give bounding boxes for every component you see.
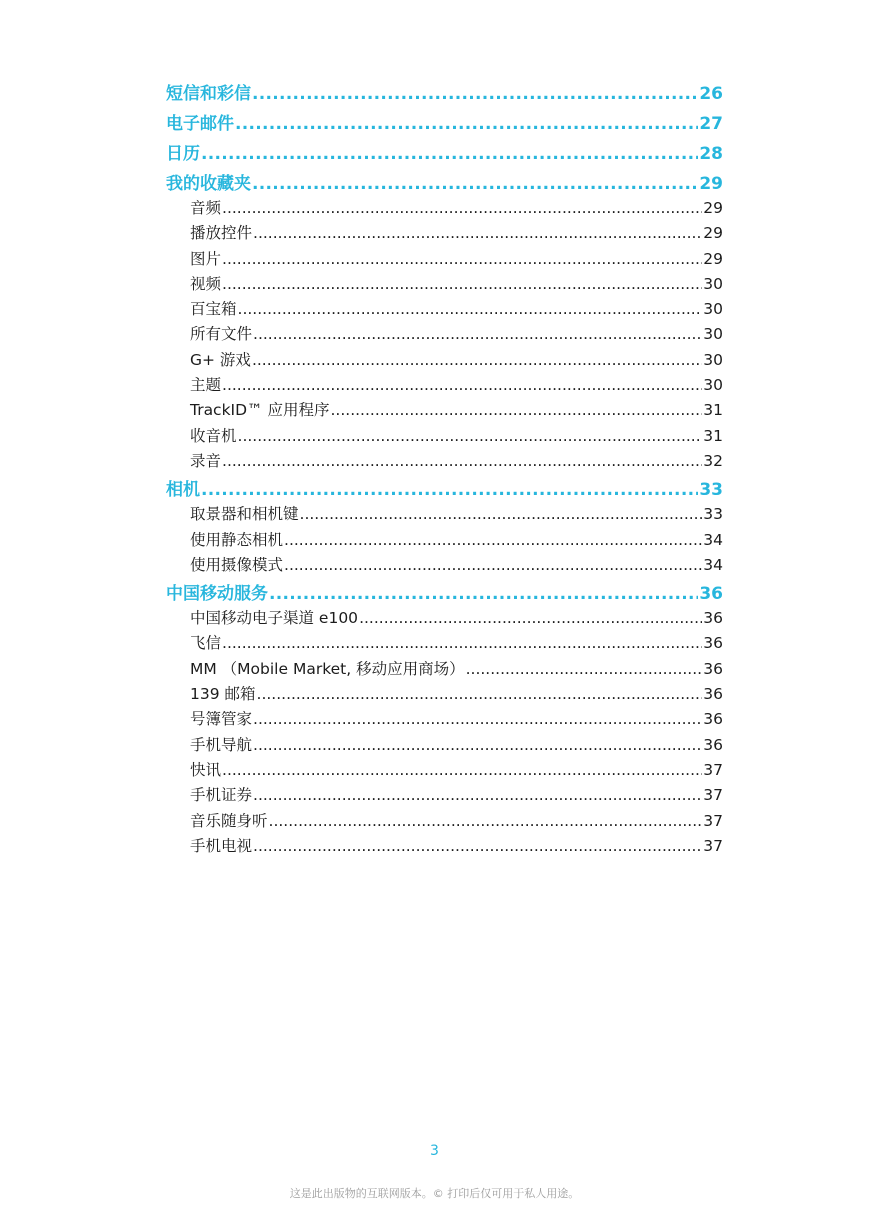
dot-leader [300,502,703,527]
toc-page-number: 30 [703,376,723,395]
toc-title: 快讯 [190,760,222,779]
dot-leader [253,733,702,758]
toc-subentry[interactable] [166,348,723,373]
toc-page-number: 36 [699,584,723,605]
toc-page-number: 36 [703,634,723,653]
dot-leader [359,606,702,631]
dot-leader [269,582,698,607]
toc-page-number: 30 [703,300,723,319]
toc-title: TrackID™ 应用程序 [190,401,330,420]
dot-leader [253,834,702,859]
toc-subentry[interactable] [166,783,723,808]
toc-page-number: 30 [703,325,723,344]
toc-title: 我的收藏夹 [166,174,251,194]
toc-title: 手机电视 [190,836,253,855]
toc-page-number: 29 [699,174,723,194]
toc-title: 收音机 [190,426,237,445]
toc-page-number: 37 [703,760,723,779]
dot-leader [269,809,703,834]
toc-subentry[interactable] [166,398,723,423]
toc-subentry[interactable] [166,553,723,578]
toc-title: 手机导航 [190,735,253,754]
toc-title: 百宝箱 [190,300,237,319]
dot-leader [252,172,698,197]
dot-leader [222,373,702,398]
toc-title: 电子邮件 [166,114,234,134]
toc-page-number: 32 [703,451,723,470]
toc-page-number: 29 [703,199,723,217]
dot-leader [257,682,703,707]
toc-page-number: 37 [703,811,723,830]
toc-subentry[interactable] [166,272,723,297]
toc-title: G+ 游戏 [190,350,251,369]
toc-title: 飞信 [190,634,222,653]
toc-page-number: 26 [699,84,723,104]
dot-leader [235,112,698,137]
toc-page-number: 33 [699,480,723,501]
toc-subentry[interactable] [166,424,723,449]
toc-subentry[interactable] [166,733,723,758]
dot-leader [222,449,702,474]
toc-subentry[interactable] [166,631,723,656]
toc-page-number: 33 [703,505,723,524]
toc-subentry[interactable] [166,834,723,859]
toc-title: 播放控件 [190,224,253,243]
toc-subentry[interactable] [166,707,723,732]
toc-subentry[interactable] [166,606,723,631]
toc-page-number: 29 [703,224,723,243]
toc-title: 取景器和相机键 [190,505,299,524]
toc-page-number: 31 [703,426,723,445]
toc-title: 图片 [190,249,222,268]
toc-title: 所有文件 [190,325,253,344]
footer-note: 这是此出版物的互联网版本。© 打印后仅可用于私人用途。 [289,1187,580,1200]
toc-title: 主题 [190,376,222,395]
toc-page-number: 36 [703,735,723,754]
toc-page-number: 36 [703,609,723,628]
toc-subentry[interactable] [166,657,723,682]
toc-title: 中国移动电子渠道 e100 [190,609,359,628]
dot-leader [253,783,702,808]
dot-leader [284,553,702,578]
toc-subentry[interactable] [166,502,723,527]
toc-subentry[interactable] [166,373,723,398]
dot-leader [222,758,702,783]
toc-page-number: 30 [703,350,723,369]
toc-subentry[interactable] [166,297,723,322]
toc-subentry[interactable] [166,221,723,246]
dot-leader [222,196,702,221]
page-number: 3 [430,1143,439,1159]
toc-title: 日历 [166,144,200,164]
toc-title: 中国移动服务 [166,584,268,605]
dot-leader [222,272,702,297]
dot-leader [284,528,702,553]
toc-title: 号簿管家 [190,710,253,729]
toc-title: 视频 [190,274,222,293]
toc-title: 音频 [190,199,222,217]
toc-subentry[interactable] [166,322,723,347]
toc-page-number: 34 [703,555,723,574]
dot-leader [253,707,702,732]
dot-leader [253,221,702,246]
toc-page-number: 36 [703,685,723,704]
dot-leader [466,657,703,682]
dot-leader [252,348,702,373]
toc-subentry[interactable] [166,196,723,221]
toc-title: 音乐随身听 [190,811,268,830]
table-of-contents [166,82,723,859]
toc-title: 录音 [190,451,222,470]
toc-title: 使用静态相机 [190,530,284,549]
toc-page-number: 36 [703,710,723,729]
toc-subentry[interactable] [166,809,723,834]
dot-leader [222,247,702,272]
toc-title: 139 邮箱 [190,685,256,704]
toc-subentry[interactable] [166,449,723,474]
dot-leader [331,398,703,423]
dot-leader [252,82,698,107]
dot-leader [238,424,703,449]
toc-page-number: 37 [703,786,723,805]
toc-heading[interactable] [166,112,723,142]
toc-heading[interactable] [166,82,723,112]
toc-page-number: 31 [703,401,723,420]
toc-title: MM （Mobile Market, 移动应用商场） [190,659,465,678]
toc-title: 短信和彩信 [166,84,251,104]
toc-page-number: 37 [703,836,723,855]
toc-heading[interactable] [166,142,723,172]
dot-leader [222,631,702,656]
toc-page-number: 34 [703,530,723,549]
toc-title: 相机 [166,480,200,501]
toc-page-number: 30 [703,274,723,293]
toc-page-number: 29 [703,249,723,268]
toc-page-number: 36 [703,659,723,678]
toc-subentry[interactable] [166,247,723,272]
toc-page-number: 28 [699,144,723,164]
toc-subentry[interactable] [166,682,723,707]
dot-leader [238,297,703,322]
dot-leader [201,142,698,167]
toc-title: 手机证券 [190,786,253,805]
dot-leader [253,322,702,347]
toc-page-number: 27 [699,114,723,134]
toc-subentry[interactable] [166,758,723,783]
toc-title: 使用摄像模式 [190,555,284,574]
dot-leader [201,478,698,503]
toc-subentry[interactable] [166,528,723,553]
